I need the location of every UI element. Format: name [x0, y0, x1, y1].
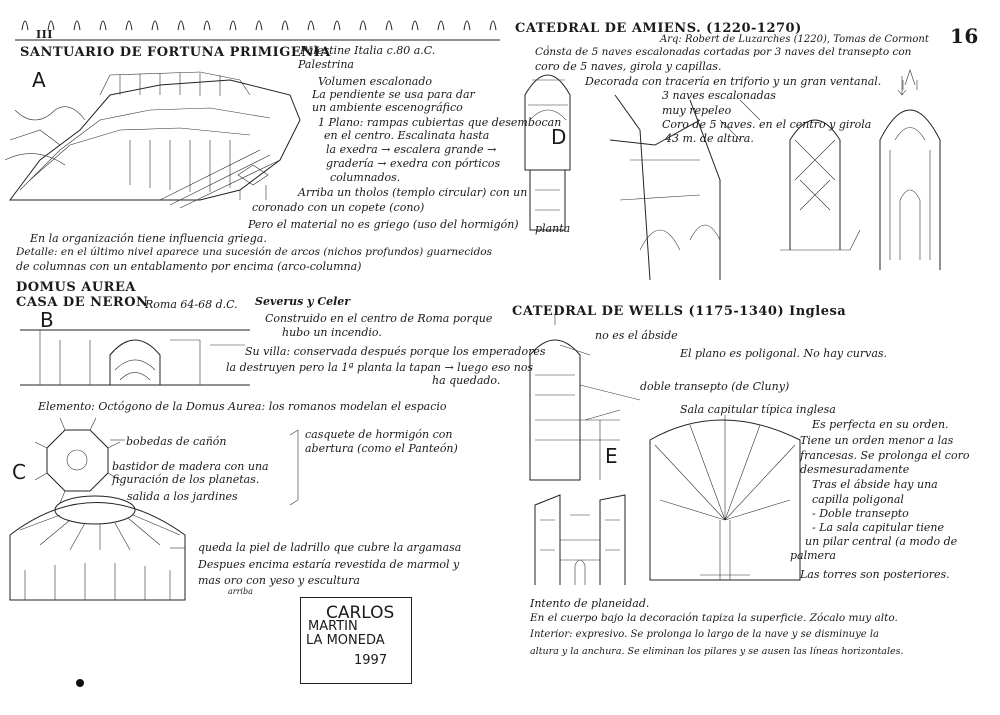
- letter-d: D: [551, 125, 567, 149]
- letter-e: E: [605, 444, 618, 468]
- amiens-window-sketch: [880, 70, 940, 270]
- amiens-nave-sketch: [780, 120, 860, 250]
- domus-cupola-note: abertura (como el Panteón): [305, 442, 458, 455]
- wells-note: un pilar central (a modo de: [805, 535, 958, 548]
- domus-note: ha quedado.: [432, 374, 501, 387]
- wells-note: Las torres son posteriores.: [800, 568, 950, 581]
- domus-bottom-note: queda la piel de ladrillo que cubre la argamasa: [198, 541, 462, 554]
- amiens-note: muy repeleo: [662, 104, 732, 117]
- domus-title: DOMUS AUREA: [16, 280, 136, 295]
- domus-cupola-note: casquete de hormigón con: [305, 428, 453, 441]
- fortuna-org-line: de columnas con un entablamento por encima (arco-columna): [16, 260, 362, 273]
- amiens-architects: Arq: Robert de Luzarches (1220), Tomas de Cormont: [660, 34, 929, 45]
- section-number: III: [36, 28, 53, 41]
- fortuna-location-2: Palestrina: [298, 58, 354, 71]
- amiens-title: CATEDRAL DE AMIENS. (1220-1270): [515, 21, 802, 36]
- wells-bottom-note: En el cuerpo bajo la decoración tapiza la superficie. Zócalo muy alto.: [530, 612, 898, 624]
- wells-bottom-note: Interior: expresivo. Se prolonga lo largo de la nave y se disminuye la: [530, 629, 880, 640]
- wells-facade-sketch: [535, 495, 625, 585]
- fortuna-note: La pendiente se usa para dar: [312, 88, 475, 101]
- wells-apse: no es el ábside: [595, 329, 678, 342]
- amiens-note: 3 naves escalonadas: [662, 89, 776, 102]
- domus-label: salida a los jardines: [127, 490, 238, 503]
- fortuna-sketch: [5, 72, 300, 208]
- letter-b: B: [40, 308, 54, 332]
- letter-a: A: [32, 68, 46, 92]
- amiens-note: Consta de 5 naves escalonadas cortadas por 3 naves del transepto con: [535, 46, 912, 58]
- wells-note: capilla poligonal: [812, 493, 904, 506]
- wells-bottom-note: altura y la anchura. Se eliminan los pilares y se ausen las líneas horizontales.: [530, 646, 904, 657]
- domus-architects: Severus y Celer: [255, 295, 351, 308]
- domus-section-sketch: [20, 330, 250, 385]
- wells-note: - Doble transepto: [812, 507, 909, 520]
- wells-note: francesas. Se prolonga el coro: [800, 449, 970, 462]
- amiens-note: Coro de 5 naves. en el centro y girola: [662, 118, 872, 131]
- fortuna-note: 1 Plano: rampas cubiertas que desembocan: [318, 116, 562, 129]
- amiens-note: coro de 5 naves, girola y capillas.: [535, 60, 722, 73]
- wells-note: Tras el ábside hay una: [812, 478, 938, 491]
- page-number: 16: [950, 24, 979, 48]
- fortuna-org-line: En la organización tiene influencia griega.: [30, 232, 267, 245]
- wells-vault-sketch: [650, 415, 800, 580]
- signature-line: MARTIN: [308, 619, 358, 634]
- fortuna-note: la exedra → escalera grande →: [326, 143, 497, 156]
- letter-c: C: [12, 460, 26, 484]
- wells-note: desmesuradamente: [800, 463, 910, 476]
- fortuna-note: un ambiente escenográfico: [312, 101, 463, 114]
- wells-note: palmera: [790, 549, 836, 562]
- fortuna-note: Pero el material no es griego (uso del hormigón): [248, 218, 519, 231]
- dome-interior-sketch: [10, 496, 185, 600]
- signature-line: 1997: [354, 653, 388, 668]
- domus-note: Construido en el centro de Roma porque: [265, 312, 493, 325]
- domus-note: Su villa: conservada después porque los emperadores: [245, 345, 546, 358]
- domus-label: bobedas de cañón: [126, 435, 227, 448]
- fortuna-org-line: Detalle: en el último nivel aparece una sucesión de arcos (nichos profundos) guarnecidos: [16, 246, 492, 258]
- domus-subtitle: CASA DE NERON: [16, 295, 149, 310]
- wells-plan: El plano es poligonal. No hay curvas.: [680, 347, 888, 360]
- wells-transept: doble transepto (de Cluny): [640, 380, 790, 393]
- signature-line: LA MONEDA: [306, 633, 385, 648]
- wells-note: Es perfecta en su orden.: [812, 418, 949, 431]
- domus-element: Elemento: Octógono de la Domus Aurea: los romanos modelan el espacio: [38, 400, 447, 413]
- wells-bottom-note: Intento de planeidad.: [530, 597, 650, 610]
- fortuna-note: coronado con un copete (cono): [252, 201, 425, 214]
- fortuna-note: columnados.: [330, 171, 401, 184]
- wells-note: Tiene un orden menor a las: [800, 434, 954, 447]
- domus-bottom-note: mas oro con yeso y escultura: [198, 574, 360, 587]
- domus-bottom-note: arriba: [228, 587, 253, 596]
- fortuna-note: Volumen escalonado: [318, 75, 433, 88]
- binding-rings: [15, 21, 500, 40]
- wells-title: CATEDRAL DE WELLS (1175-1340) Inglesa: [512, 304, 847, 319]
- amiens-plan-label: planta: [535, 222, 571, 235]
- wells-chapter: Sala capitular típica inglesa: [680, 403, 836, 416]
- domus-bottom-note: Despues encima estaría revestida de marmol y: [198, 558, 460, 571]
- signature-line: CARLOS: [326, 603, 395, 623]
- domus-note: hubo un incendio.: [282, 326, 382, 339]
- fortuna-note: Arriba un tholos (templo circular) con un: [298, 186, 528, 199]
- ink-dot: [76, 679, 84, 687]
- amiens-note: 43 m. de altura.: [665, 132, 754, 145]
- fortuna-note: en el centro. Escalinata hasta: [324, 129, 490, 142]
- amiens-note: Decorada con tracería en triforio y un gran ventanal.: [585, 75, 882, 88]
- fortuna-title: SANTUARIO DE FORTUNA PRIMIGENIA: [20, 45, 331, 60]
- wells-note: - La sala capitular tiene: [812, 521, 945, 534]
- domus-date: Roma 64-68 d.C.: [145, 298, 238, 311]
- fortuna-note: gradería → exedra con pórticos: [326, 157, 501, 170]
- fortuna-location: Palestine Italia c.80 a.C.: [300, 44, 436, 57]
- domus-label: bastidor de madera con una: [112, 460, 269, 473]
- domus-note: la destruyen pero la 1ª planta la tapan → luego eso nos: [226, 361, 534, 374]
- domus-label: figuración de los planetas.: [112, 473, 260, 486]
